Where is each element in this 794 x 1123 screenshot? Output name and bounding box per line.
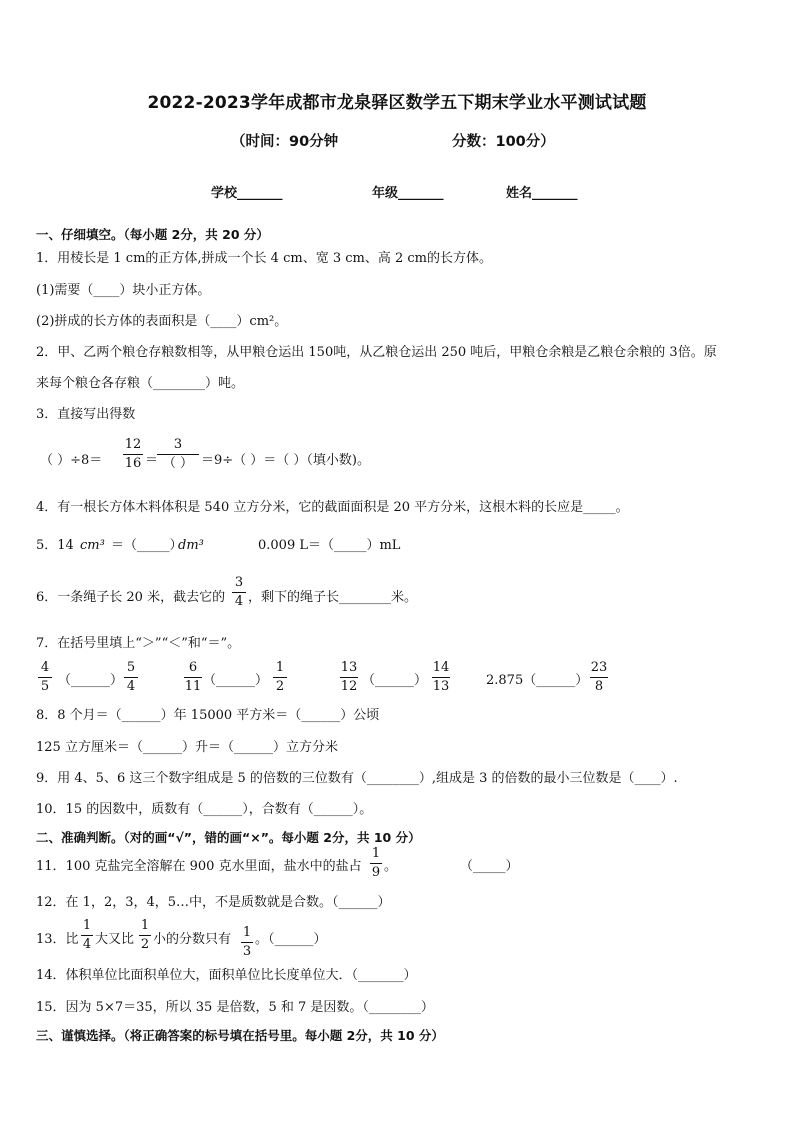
q13-fraction-1	[81, 918, 93, 952]
q6-fraction	[232, 575, 246, 609]
denominator: 4	[126, 679, 136, 694]
numerator: 4	[40, 660, 50, 675]
section-1-heading: 一、仔细填空。（每小题 2分，共 20 分）	[36, 227, 269, 242]
fraction-bar	[340, 677, 358, 678]
numerator: 3	[234, 575, 244, 590]
numerator: 1	[140, 918, 150, 933]
section-3-heading: 三、谨慎选择。（将正确答案的标号填在括号里。每小题 2分，共 10 分）	[36, 1028, 444, 1043]
numerator: 1	[82, 918, 92, 933]
denominator: 13	[432, 679, 450, 694]
q7-b-right-fraction	[273, 660, 287, 694]
section-2-heading: 二、准确判断。（对的画“√”，错的画“×”。每小题 2分，共 10 分）	[36, 830, 421, 845]
question-13-middle: 大又比	[95, 932, 135, 947]
numerator: 12	[124, 437, 142, 452]
question-2-line-1: 2．甲、乙两个粮仓存粮数相等，从甲粮仓运出 150吨，从乙粮仓运出 250 吨后，甲粮仓余粮是乙粮仓余粮的 3倍。原	[36, 345, 717, 360]
question-1-part-2: (2)拼成的长方体的表面积是（____）cm²。	[36, 314, 288, 329]
q7-c-left-fraction	[340, 660, 358, 694]
fraction-bar	[232, 592, 246, 593]
numerator: 1	[242, 925, 252, 940]
q7-a-left-fraction	[38, 660, 52, 694]
question-10: 10．15 的因数中，质数有（______），合数有（______）。	[36, 802, 373, 817]
fraction-bar	[124, 677, 138, 678]
denominator: 11	[184, 679, 202, 694]
name-field: 姓名_______	[506, 186, 578, 201]
denominator: 12	[340, 679, 358, 694]
denominator: （ ）	[162, 456, 194, 471]
q7-b-blank: （______）	[203, 673, 269, 688]
q13-fraction-3	[241, 925, 253, 959]
q7-a-right-fraction	[124, 660, 138, 694]
denominator: 2	[275, 679, 285, 694]
q7-a-blank: （______）	[58, 673, 124, 688]
grade-field: 年级_______	[372, 186, 444, 201]
question-12: 12．在 1，2，3，4，5…中，不是质数就是合数。（______）	[36, 895, 391, 910]
question-13-start: 13．比	[36, 932, 79, 947]
question-14: 14．体积单位比面积单位大，面积单位比长度单位大．（_______）	[36, 968, 417, 983]
q13-fraction-2	[139, 918, 151, 952]
fraction-bar	[38, 677, 52, 678]
denominator: 3	[242, 944, 252, 959]
numerator: 23	[590, 660, 608, 675]
question-15: 15．因为 5×7＝35，所以 35 是倍数，5 和 7 是因数。（________）	[36, 1000, 434, 1015]
question-13-middle-2: 小的分数只有	[153, 932, 232, 947]
q7-d-right-fraction	[590, 660, 608, 694]
denominator: 2	[140, 937, 150, 952]
question-11-end: 。	[384, 859, 398, 874]
numerator: 5	[126, 660, 136, 675]
fraction-bar	[139, 935, 151, 936]
denominator: 8	[594, 679, 604, 694]
question-5-start: 5．14	[36, 538, 74, 553]
page-title: 2022-2023学年成都市龙泉驿区数学五下期末学业水平测试试题	[147, 93, 647, 113]
question-5-blank: ＝（_____）	[111, 538, 183, 553]
school-field: 学校_______	[211, 186, 283, 201]
q7-c-blank: （______）	[362, 673, 428, 688]
question-8-line-2: 125 立方厘米＝（______）升＝（______）立方分米	[36, 740, 338, 755]
numerator: 1	[275, 660, 285, 675]
unit-cubic-cm: cm³	[80, 538, 105, 553]
question-6-start: 6．一条绳子长 20 米，截去它的	[36, 590, 226, 605]
q3-fraction-2	[157, 437, 199, 471]
denominator: 5	[40, 679, 50, 694]
question-7: 7．在括号里填上“＞”“＜”和“＝”。	[36, 636, 241, 651]
q11-fraction	[370, 846, 382, 880]
denominator: 16	[124, 456, 142, 471]
q3-equals: ＝	[145, 453, 159, 468]
question-6-end: ，剩下的绳子长________米。	[248, 590, 418, 605]
fraction-bar	[241, 942, 253, 943]
exam-score: 分数：100分）	[452, 134, 555, 150]
fraction-bar	[273, 677, 287, 678]
unit-cubic-dm: dm³	[178, 538, 204, 553]
numerator: 13	[340, 660, 358, 675]
denominator: 4	[82, 937, 92, 952]
fraction-bar	[590, 677, 608, 678]
question-2-line-2: 来每个粮仓各存粮（________）吨。	[36, 376, 245, 391]
question-3: 3．直接写出得数	[36, 407, 136, 422]
q7-c-right-fraction	[432, 660, 450, 694]
denominator: 9	[371, 865, 381, 880]
question-1: 1．用棱长是 1 cm的正方体,拼成一个长 4 cm、宽 3 cm、高 2 cm的长方体。	[36, 251, 492, 266]
numerator: 3	[173, 437, 183, 452]
fraction-bar	[157, 454, 199, 455]
question-4: 4．有一根长方体木料体积是 540 立方分米，它的截面面积是 20 平方分米，这根木料的长应是_____。	[36, 500, 629, 515]
fraction-bar	[123, 454, 143, 455]
question-13-end: 。（______）	[255, 932, 327, 947]
question-8-line-1: 8．8 个月＝（______）年 15000 平方米＝（______）公顷	[36, 708, 380, 723]
denominator: 4	[234, 594, 244, 609]
q3-expression-end: ＝9÷（ ）＝（ ）（填小数)。	[201, 453, 371, 468]
q7-d-left: 2.875（______）	[486, 673, 589, 688]
numerator: 1	[371, 846, 381, 861]
q7-b-left-fraction	[184, 660, 202, 694]
fraction-bar	[432, 677, 450, 678]
q3-expression-start: （ ）÷8＝	[40, 453, 103, 468]
question-11-blank: （_____）	[460, 859, 519, 874]
question-9: 9．用 4、5、6 这三个数字组成是 5 的倍数的三位数有（________）,组成是 3 的倍数的最小三位数是（____）.	[36, 771, 678, 786]
question-1-part-1: (1)需要（____）块小正方体。	[36, 283, 211, 298]
numerator: 14	[432, 660, 450, 675]
fraction-bar	[184, 677, 202, 678]
q3-fraction-1	[123, 437, 143, 471]
question-11-start: 11．100 克盐完全溶解在 900 克水里面，盐水中的盐占	[36, 859, 362, 874]
fraction-bar	[81, 935, 93, 936]
question-5-part-2: 0.009 L＝（_____）mL	[258, 538, 401, 553]
fraction-bar	[370, 863, 382, 864]
numerator: 6	[188, 660, 198, 675]
exam-time: （时间：90分钟	[231, 134, 339, 150]
